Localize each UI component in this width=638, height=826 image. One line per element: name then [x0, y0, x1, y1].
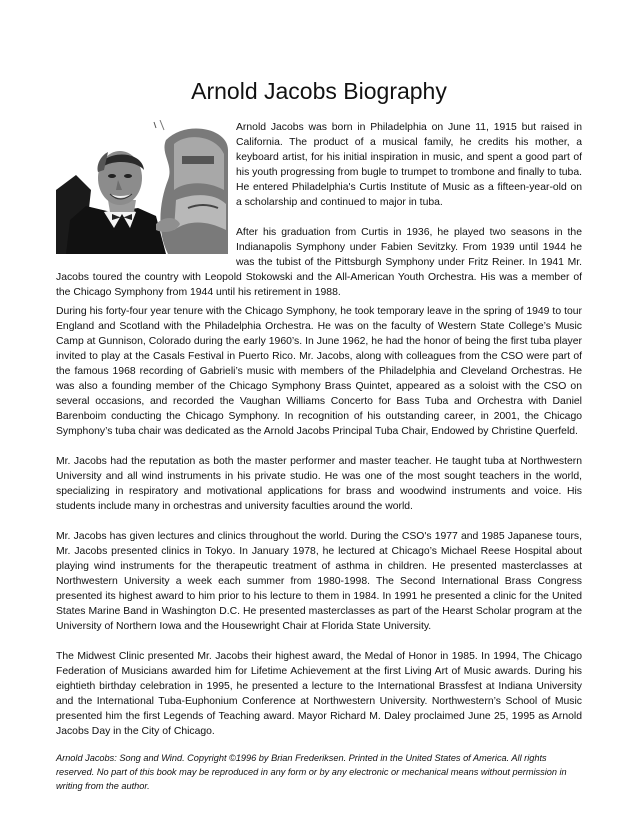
- intro-section: [56, 120, 582, 300]
- paragraph-lectures: Mr. Jacobs has given lectures and clinics throughout the world. During the CSO's 1977 and 1985 Japanese tours, Mr. Jacobs presented clinics in Tokyo. In January 1978, he lectured at Chicago’s Michael Reese Hospital about playing wind instruments for the therapeutic treatment of asthma in children. He presented masterclasses at Northwestern University a week each summer from 1980-1998. The Second International Brass Congress presented its highest award to him prior to his lecture to them in 1984. In 1991 he presented a clinic for the United States Marine Band in Washington D.C. He presented masterclasses as part of the Hearst Scholar program at the University of Northern Iowa and the Housewright Chair at Florida State University.: [56, 531, 582, 632]
- photo-portrait-with-tuba-icon: [56, 120, 228, 254]
- copyright-footer: Arnold Jacobs: Song and Wind. Copyright ©1996 by Brian Frederiksen. Printed in the United States of America. All rights reserved. No part of this book may be reproduced in any form or by any electronic or mechanical means without permission in writing from the author.: [56, 753, 567, 791]
- page-title: Arnold Jacobs Biography: [191, 78, 447, 104]
- paragraph-early-life: Arnold Jacobs was born in Philadelphia on June 11, 1915 but raised in California. The product of a musical family, he credits his mother, a keyboard artist, for his initial inspiration in music, and spent a good part of his youth progressing from bugle to trumpet to trombone and finally to tuba. He entered Philadelphia's Curtis Institute of Music as a fifteen-year-old on a scholarship and continued to major in tuba.: [236, 122, 582, 208]
- paragraph-chicago-symphony: During his forty-four year tenure with the Chicago Symphony, he took temporary leave in the spring of 1949 to tour England and Scotland with the Philadelphia Orchestra. He was on the faculty of Western State College’s Music Camp at Gunnison, Colorado during the early 1960’s. In June 1962, he had the honor of being the first tuba player invited to play at the Casals Festival in Puerto Rico. Mr. Jacobs, along with colleagues from the CSO were part of the famous 1968 recording of Gabrieli’s music with members of the Philadelphia and Cleveland Orchestras. He was also a founding member of the Chicago Symphony Brass Quintet, appeared as a soloist with the CSO on several occasions, and recorded the Vaughan Williams Concerto for Bass Tuba and Orchestra with Daniel Barenboim conducting the Chicago Symphony. In recognition of his outstanding career, in 2001, the Chicago Symphony’s tuba chair was dedicated as the Arnold Jacobs Principal Tuba Chair, Endowed by Christine Querfeld.: [56, 306, 582, 437]
- paragraph-awards: The Midwest Clinic presented Mr. Jacobs their highest award, the Medal of Honor in 1985. In 1994, The Chicago Federation of Musicians awarded him for Lifetime Achievement at the first Living Art of Music awards. During his eightieth birthday celebration in 1995, he presented a lecture to the International Brassfest at Indiana University and the International Tuba-Euphonium Conference at Northwestern University. Northwestern’s School of Music presented him the first Legends of Teaching award. Mayor Richard M. Daley proclaimed June 25, 1995 as Arnold Jacobs Day in the City of Chicago.: [56, 651, 582, 737]
- paragraph-career: After his graduation from Curtis in 1936, he played two seasons in the Indianapolis Symphony under Fabien Sevitzky. From 1939 until 1944 he was the tubist of the Pittsburgh Symphony under Fritz Reiner. In 1941 Mr. Jacobs toured the country with Leopold Stokowski and the All-American Youth Orchestra. His was a member of the Chicago Symphony from 1944 until his retirement in 1988.: [56, 227, 582, 298]
- body-section: [56, 304, 582, 754]
- portrait-photo: [56, 120, 228, 254]
- paragraph-teacher: Mr. Jacobs had the reputation as both the master performer and master teacher. He taught tuba at Northwestern University and all wind instruments in his private studio. He was one of the most sought teachers in the world, specializing in respiratory and motivational applications for brass and woodwind instruments and voice. His students include many in orchestras and university faculties around the world.: [56, 456, 582, 512]
